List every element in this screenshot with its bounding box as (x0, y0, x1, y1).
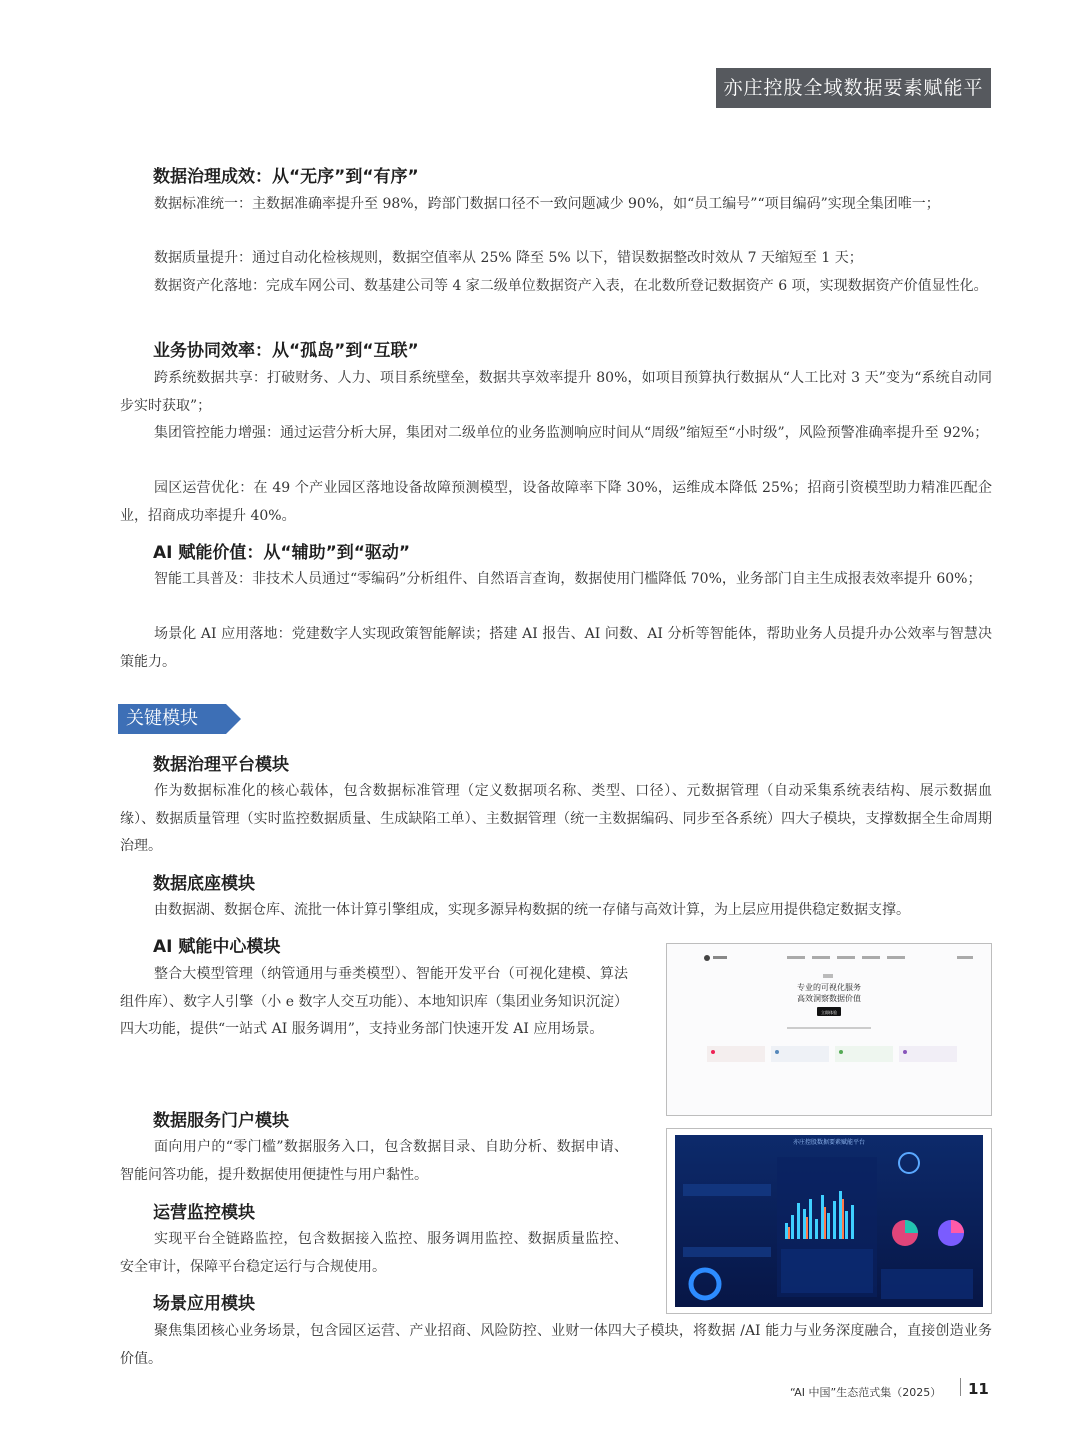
header-title: 亦庄控股全域数据要素赋能平台 (716, 68, 991, 108)
paragraph: 由数据湖、数据仓库、流批一体计算引擎组成，实现多源异构数据的统一存储与高效计算，为上层应用提供稳定数据支撑。 (154, 902, 910, 918)
paragraph: 数据标准统一：主数据准确率提升至 98%，跨部门数据口径不一致问题减少 90%，如“员工编号”“项目编码”实现全集团唯一； (154, 196, 940, 212)
paragraph: 园区运营优化：在 49 个产业园区落地设备故障预测模型，设备故障率下降 30%，运维成本降低 25%；招商引资模型助力精准匹配企业，招商成功率提升 40%。 (120, 480, 992, 524)
paragraph: 智能工具普及：非技术人员通过“零编码”分析组件、自然语言查询，数据使用门槛降低 70%，业务部门自主生成报表效率提升 60%； (154, 571, 982, 587)
portal-headline-2: 高效洞察数据价值 (797, 994, 861, 1003)
module-heading: 数据服务门户模块 (153, 1111, 289, 1131)
footer-divider (960, 1378, 961, 1396)
portal-headline-1: 专业的可视化服务 (797, 983, 861, 992)
section-heading-ai: AI 赋能价值：从“辅助”到“驱动” (153, 543, 411, 563)
paragraph: 跨系统数据共享：打破财务、人力、项目系统壁垒，数据共享效率提升 80%，如项目预算执行数据从“人工比对 3 天”变为“系统自动同步实时获取”； (120, 370, 992, 414)
section-tag-key-modules: 关键模块 (118, 704, 226, 734)
paragraph: 数据质量提升：通过自动化检核规则，数据空值率从 25% 降至 5% 以下，错误数据整改时效从 7 天缩短至 1 天； (154, 250, 863, 266)
dashboard-title: 亦庄控股数据要素赋能平台 (792, 1139, 866, 1146)
paragraph: 集团管控能力增强：通过运营分析大屏，集团对二级单位的业务监测响应时间从“周级”缩短至“小时级”，风险预警准确率提升至 92%； (154, 425, 989, 441)
portal-screenshot (666, 943, 992, 1116)
footer-publication: “AI 中国”生态范式集（2025） (790, 1386, 942, 1399)
section-heading-business: 业务协同效率：从“孤岛”到“互联” (153, 341, 419, 361)
module-heading: 数据底座模块 (153, 874, 255, 894)
module-heading: 场景应用模块 (153, 1294, 255, 1314)
dashboard-screenshot-graphic (667, 1129, 991, 1313)
portal-screenshot-graphic (667, 944, 991, 1115)
paragraph: 实现平台全链路监控，包含数据接入监控、服务调用监控、数据质量监控、安全审计，保障平台稳定运行与合规使用。 (120, 1231, 628, 1275)
paragraph: 场景化 AI 应用落地：党建数字人实现政策智能解读；搭建 AI 报告、AI 问数、AI 分析等智能体，帮助业务人员提升办公效率与智慧决策能力。 (120, 626, 992, 670)
paragraph: 作为数据标准化的核心载体，包含数据标准管理（定义数据项名称、类型、口径）、元数据管理（自动采集系统表结构、展示数据血缘）、数据质量管理（实时监控数据质量、生成缺陷工单）、主数据管理（统一主数据编码、同步至各系统）四大子模块，支撑数据全生命周期治理。 (120, 783, 992, 854)
page-number: 11 (968, 1380, 989, 1398)
paragraph: 聚焦集团核心业务场景，包含园区运营、产业招商、风险防控、业财一体四大子模块，将数据 /AI 能力与业务深度融合，直接创造业务价值。 (120, 1323, 992, 1367)
section-heading-governance: 数据治理成效：从“无序”到“有序” (153, 167, 419, 187)
module-heading: 运营监控模块 (153, 1203, 255, 1223)
portal-cta-button: 立即体验 (821, 1010, 837, 1015)
paragraph: 面向用户的“零门槛”数据服务入口，包含数据目录、自助分析、数据申请、智能问答功能，提升数据使用便捷性与用户黏性。 (120, 1139, 628, 1183)
module-heading: 数据治理平台模块 (153, 755, 289, 775)
module-heading: AI 赋能中心模块 (153, 937, 281, 957)
paragraph: 数据资产化落地：完成车网公司、数基建公司等 4 家二级单位数据资产入表，在北数所登记数据资产 6 项，实现数据资产价值显性化。 (154, 278, 988, 294)
dashboard-screenshot (666, 1128, 992, 1314)
paragraph: 整合大模型管理（纳管通用与垂类模型）、智能开发平台（可视化建模、算法组件库）、数字人引擎（小 e 数字人交互功能）、本地知识库（集团业务知识沉淀）四大功能，提供“一站式 AI 服务调用”，支持业务部门快速开发 AI 应用场景。 (120, 966, 628, 1037)
